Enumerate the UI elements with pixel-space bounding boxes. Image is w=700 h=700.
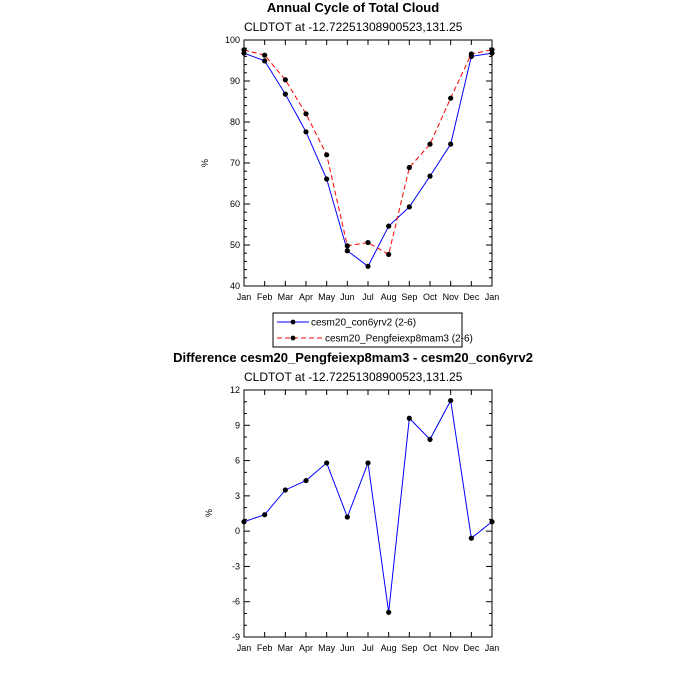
chart2-xtick-label: Nov [442, 643, 459, 653]
chart1-ytick-label: 90 [229, 76, 240, 86]
chart1-series2-point [469, 51, 474, 56]
chart1-ytick-label: 50 [229, 240, 240, 250]
legend-marker-series2 [291, 336, 296, 341]
chart2-ytick-label: 0 [234, 526, 240, 537]
chart2-xtick-label: Jul [362, 643, 374, 653]
chart1-series2-point [386, 252, 391, 257]
chart2-series1-point [365, 460, 370, 465]
chart2-series1-point [324, 460, 329, 465]
chart1-legend [273, 313, 473, 347]
chart1-ytick-label: 100 [224, 35, 240, 45]
chart1-series1-point [386, 224, 391, 229]
chart2-series-line-1 [244, 401, 492, 613]
chart2-series1-point [303, 478, 308, 483]
chart2-title: Difference cesm20_Pengfeiexp8mam3 - cesm20_con6yrv2 [173, 350, 533, 365]
chart2-ytick-label: 12 [229, 385, 240, 395]
chart2-ytick-label: 9 [234, 420, 240, 431]
chart1-xtick-label: Nov [442, 292, 459, 302]
chart1-ytick-label: 70 [229, 158, 240, 168]
chart1-series1-point [427, 174, 432, 179]
chart2-series1-point [345, 514, 350, 519]
legend-label-series1: cesm20_con6yrv2 (2-6) [311, 317, 417, 329]
chart1-frame [244, 40, 492, 286]
chart1-series2-point [262, 53, 267, 58]
chart2-series1-point [386, 610, 391, 615]
chart1-ytick-label: 80 [229, 117, 240, 127]
chart2-series1-point [241, 519, 246, 524]
chart1-ylabel: % [200, 158, 210, 168]
chart1-series2-point [283, 77, 288, 82]
chart1-series1-point [324, 176, 329, 181]
chart1-series2-point [365, 240, 370, 245]
chart2-ytick-label: 6 [234, 455, 240, 466]
chart2-xtick-label: Apr [298, 643, 314, 653]
chart2-ytick-label: 3 [234, 490, 240, 501]
chart2-ytick-label: -3 [231, 561, 240, 572]
chart1-title: Annual Cycle of Total Cloud [266, 0, 440, 15]
chart1-series1-point [365, 264, 370, 269]
chart1-series2-point [427, 142, 432, 147]
chart2-xtick-label: Jan [236, 643, 252, 653]
chart1-xtick-label: Sep [401, 292, 418, 302]
chart1-series2-point [303, 111, 308, 116]
chart2-xtick-label: Mar [277, 643, 294, 653]
chart1-subtitle: CLDTOT at -12.72251308900523,131.25 [244, 20, 463, 34]
chart1-series2-point [448, 96, 453, 101]
chart1-xtick-label: Mar [277, 292, 294, 302]
chart1-xtick-label: May [318, 292, 336, 302]
chart1-xtick-label: Dec [463, 292, 480, 302]
chart2-series1-point [469, 536, 474, 541]
chart2-xtick-label: Sep [401, 643, 418, 653]
chart1-xtick-label: Oct [422, 292, 438, 302]
chart1-xtick-label: Feb [256, 292, 273, 302]
chart1-series1-point [345, 248, 350, 253]
chart2-subtitle: CLDTOT at -12.72251308900523,131.25 [244, 370, 463, 384]
chart2-plot-area [230, 385, 499, 653]
chart1-xtick-label: Aug [380, 292, 397, 302]
chart1-ytick-label: 60 [229, 199, 240, 209]
chart2-xtick-label: Dec [463, 643, 480, 653]
chart1-ytick-label: 40 [229, 281, 240, 291]
chart1-series2-point [324, 152, 329, 157]
chart1-series1-point [303, 129, 308, 134]
chart1-xtick-label: Jul [362, 292, 374, 302]
chart1-series1-point [448, 142, 453, 147]
chart2-ylabel: % [204, 508, 214, 518]
chart2-xtick-label: Oct [422, 643, 438, 653]
chart1-series1-point [407, 204, 412, 209]
chart1-xtick-label: Apr [298, 292, 314, 302]
chart2-series1-point [283, 487, 288, 492]
chart1-xtick-label: Jun [340, 292, 355, 302]
chart1-series-line-2 [244, 50, 492, 255]
chart2-series1-point [448, 398, 453, 403]
chart1-xtick-label: Jan [484, 292, 500, 302]
legend-marker-series1 [291, 320, 296, 325]
chart2-ytick-label: -6 [231, 596, 240, 607]
legend-label-series2: cesm20_Pengfeiexp8mam3 (2-6) [325, 333, 473, 345]
chart2-ytick-label: -9 [231, 632, 240, 642]
chart2-xtick-label: Jan [484, 643, 500, 653]
chart1-xtick-label: Jan [236, 292, 252, 302]
chart1-series2-point [345, 243, 350, 248]
chart2-xtick-label: Jun [340, 643, 355, 653]
chart2-xtick-label: May [318, 643, 336, 653]
chart2-xtick-label: Aug [380, 643, 397, 653]
chart2-series1-point [407, 416, 412, 421]
chart1-series2-point [241, 47, 246, 52]
chart2-series1-point [489, 519, 494, 524]
chart1-series1-point [262, 58, 267, 63]
chart1-series1-point [283, 92, 288, 97]
chart2-series1-point [262, 512, 267, 517]
chart2-series1-point [427, 437, 432, 442]
chart1-series-line-1 [244, 53, 492, 266]
chart1-plot-area [225, 35, 499, 302]
chart1-series2-point [407, 165, 412, 170]
chart2-xtick-label: Feb [256, 643, 273, 653]
chart1-series2-point [489, 47, 494, 52]
